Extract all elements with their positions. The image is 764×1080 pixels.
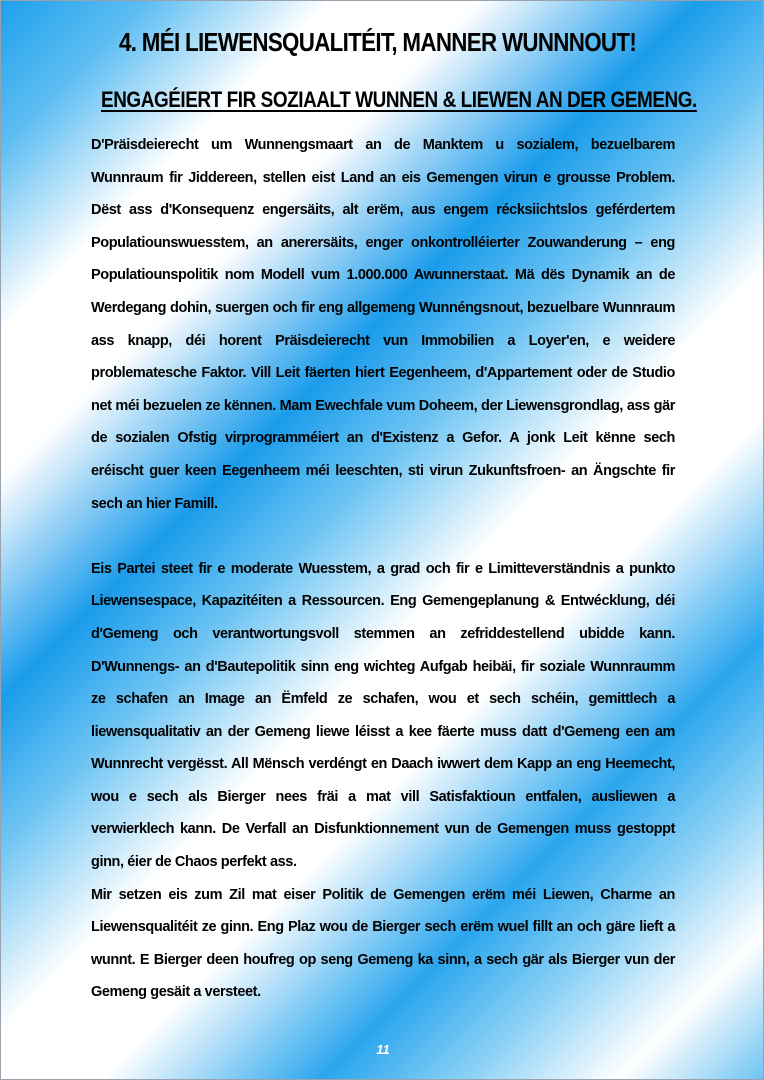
section-subtitle: ENGAGÉIERT FIR SOZIAALT WUNNEN & LIEWEN AN DER GEMENG. <box>101 87 697 112</box>
body-text <box>91 129 675 1009</box>
paragraph-3: Mir setzen eis zum Zil mat eiser Politik de Gemengen erëm méi Liewen, Charme an Liewensqualitéit ze ginn. Eng Plaz wou de Bierger sech erëm wuel fillt an och gäre lieft a wunnt. E Bierger deen houfreg op seng Gemeng ka sinn, a sech gär als Bierger vun der Gemeng gesäit a versteet. <box>91 886 675 1001</box>
section-title: 4. MÉI LIEWENSQUALITÉIT, MANNER WUNNNOUT! <box>119 27 637 57</box>
page-number: 11 <box>376 1042 390 1057</box>
paragraph-2: Eis Partei steet fir e moderate Wuesstem, a grad och fir e Limitteverständnis a punkto Liewensespace, Kapazitéiten a Ressourcen. Eng Gemengeplanung & Entwécklung, déi d'Gemeng och verantwortungsvoll stemmen an zefriddestellend ubidde kann. D'Wunnengs- an d'Bautepolitik sinn eng wichteg Aufgab heibäi, fir soziale Wunnraumm ze schafen an Image an Ëmfeld ze schafen, wou et sech schéin, gemittlech a liewensqualitativ an der Gemeng liewe léisst a kee fäerte muss datt d'Gemeng een am Wunnrecht vergësst. All Mënsch verdéngt en Daach iwwert dem Kapp an eng Heemecht, wou e sech als Bierger nees fräi a mat vill Satisfaktioun entfalen, ausliewen a verwierklech kann. De Verfall an Disfunktionnement vun de Gemengen muss gestoppt ginn, éier de Chaos perfekt ass. <box>91 560 675 871</box>
paragraph-1: D'Präisdeierecht um Wunnengsmaart an de Manktem u sozialem, bezuelbarem Wunnraum fir Jiddereen, stellen eist Land an eis Gemengen virun e grousse Problem. Dëst ass d'Konsequenz engersäits, alt erëm, aus engem récksiichtslos geférdertem Populatiounswuesstem, an anerersäits, enger onkontrolléierter Zouwanderung – eng Populatiounspolitik nom Modell vum 1.000.000 Awunnerstaat. Mä dës Dynamik an de Werdegang dohin, suergen och fir eng allgemeng Wunnéngsnout, bezuelbare Wunnraum ass knapp, déi horent Präisdeierecht vun Immobilien a Loyer'en, e weidere problematesche Faktor. Vill Leit fäerten hiert Eegenheem, d'Appartement oder de Studio net méi bezuelen ze kënnen. Mam Ewechfale vum Doheem, der Liewensgrondlag, ass gär de sozialen Ofstig virprogramméiert an d'Existenz a Gefor. A jonk Leit kënne sech eréischt guer keen Eegenheem méi leeschten, sti virun Zukunftsfroen- an Ängschte fir sech an hier Famill. <box>91 137 675 512</box>
